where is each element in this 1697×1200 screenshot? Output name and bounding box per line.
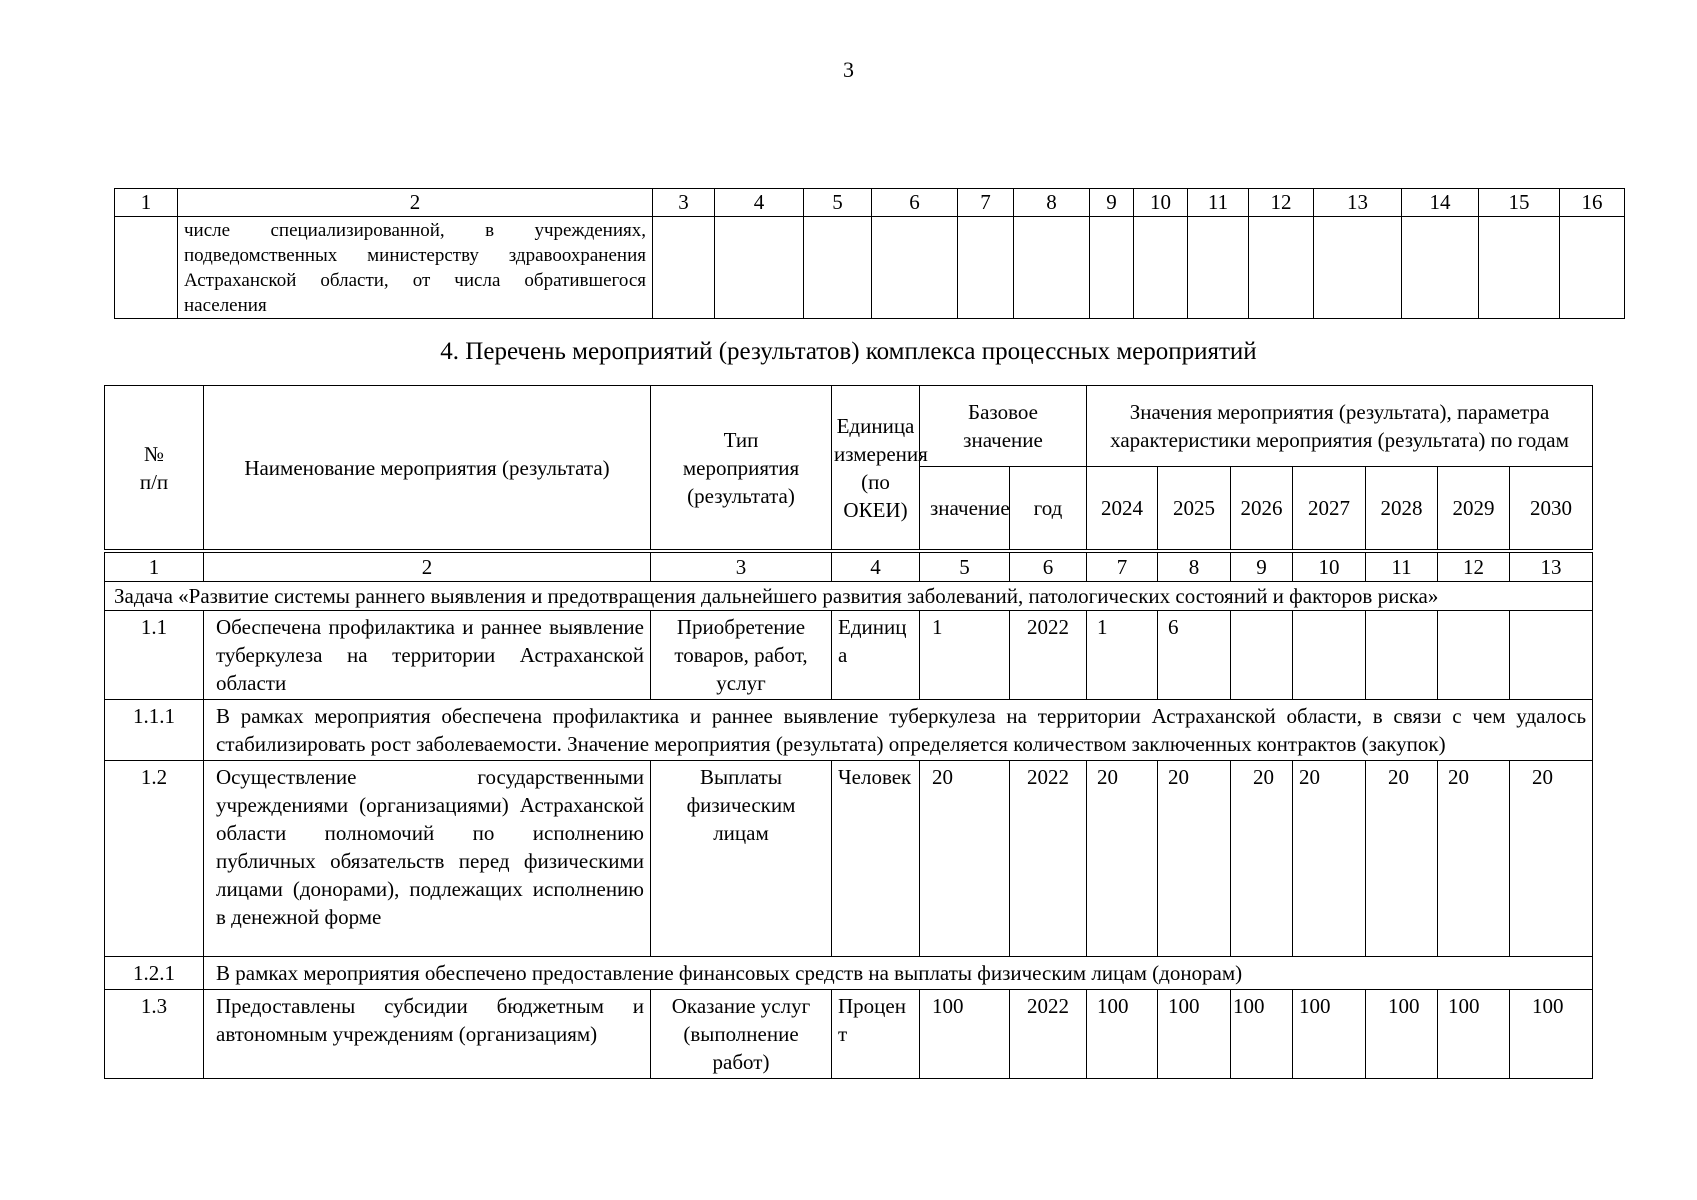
column-number: 3 bbox=[651, 551, 832, 582]
row-value bbox=[1366, 611, 1438, 700]
section-title: 4. Перечень мероприятий (результатов) комплекса процессных мероприятий bbox=[440, 338, 1257, 365]
empty-cell bbox=[1014, 217, 1090, 319]
row-value: 20 bbox=[1510, 761, 1593, 957]
row-value: 100 bbox=[1231, 990, 1293, 1079]
column-number: 13 bbox=[1510, 551, 1593, 582]
note-num: 1.1.1 bbox=[105, 700, 204, 761]
column-number: 8 bbox=[1158, 551, 1231, 582]
continuation-table bbox=[114, 188, 1625, 319]
column-number: 16 bbox=[1560, 189, 1625, 217]
row-value: 100 bbox=[1366, 990, 1438, 1079]
column-number: 11 bbox=[1188, 189, 1249, 217]
row-value: 20 bbox=[1438, 761, 1510, 957]
activities-table bbox=[104, 385, 1593, 1079]
row-base-value: 100 bbox=[920, 990, 1010, 1079]
row-value bbox=[1510, 611, 1593, 700]
row-type: Оказание услуг (выполнение работ) bbox=[651, 990, 832, 1079]
column-number: 8 bbox=[1014, 189, 1090, 217]
table-row bbox=[105, 761, 1593, 957]
row-name: Предоставлены субсидии бюджетным и автономным учреждениям (организациям) bbox=[204, 990, 651, 1079]
row-value: 100 bbox=[1293, 990, 1366, 1079]
row-num: 1.2 bbox=[105, 761, 204, 957]
empty-cell bbox=[1402, 217, 1479, 319]
row-value: 6 bbox=[1158, 611, 1231, 700]
column-number: 1 bbox=[105, 551, 204, 582]
column-number: 14 bbox=[1402, 189, 1479, 217]
header-base: Базовое значение bbox=[920, 386, 1087, 467]
note-num: 1.2.1 bbox=[105, 957, 204, 990]
row-num: 1.3 bbox=[105, 990, 204, 1079]
column-number: 7 bbox=[1087, 551, 1158, 582]
column-number: 6 bbox=[872, 189, 958, 217]
note-row bbox=[105, 700, 1593, 761]
empty-cell bbox=[653, 217, 715, 319]
table-row bbox=[105, 990, 1593, 1079]
column-number: 3 bbox=[653, 189, 715, 217]
column-number: 15 bbox=[1479, 189, 1560, 217]
note-text: В рамках мероприятия обеспечена профилактика и раннее выявление туберкулеза на территории Астраханской области, в связи с чем удалось стабилизировать рост заболеваемости. Значение мероприятия (результата) определяется количеством заключенных контрактов (закупок) bbox=[204, 700, 1593, 761]
row-type: Выплаты физическим лицам bbox=[651, 761, 832, 957]
row-value: 20 bbox=[1366, 761, 1438, 957]
column-number: 5 bbox=[920, 551, 1010, 582]
header-year: 2025 bbox=[1158, 467, 1231, 552]
header-year: 2026 bbox=[1231, 467, 1293, 552]
header-year: 2029 bbox=[1438, 467, 1510, 552]
column-number: 2 bbox=[178, 189, 653, 217]
task-row bbox=[105, 582, 1593, 611]
row-base-year: 2022 bbox=[1010, 761, 1087, 957]
empty-cell bbox=[715, 217, 804, 319]
column-number: 13 bbox=[1314, 189, 1402, 217]
row-value: 100 bbox=[1158, 990, 1231, 1079]
note-row bbox=[105, 957, 1593, 990]
row-base-value: 20 bbox=[920, 761, 1010, 957]
header-year: 2024 bbox=[1087, 467, 1158, 552]
column-number: 4 bbox=[715, 189, 804, 217]
row-base-year: 2022 bbox=[1010, 990, 1087, 1079]
row-value: 100 bbox=[1438, 990, 1510, 1079]
note-text: В рамках мероприятия обеспечено предоставление финансовых средств на выплаты физическим лицам (донорам) bbox=[204, 957, 1593, 990]
header-row bbox=[105, 386, 1593, 467]
page-number: 3 bbox=[843, 57, 854, 82]
task-text: Задача «Развитие системы раннего выявления и предотвращения дальнейшего развития заболеваний, патологических состояний и факторов риска» bbox=[105, 582, 1593, 611]
column-number: 11 bbox=[1366, 551, 1438, 582]
empty-cell bbox=[1314, 217, 1402, 319]
row-base-year: 2022 bbox=[1010, 611, 1087, 700]
column-number: 1 bbox=[115, 189, 178, 217]
empty-cell bbox=[872, 217, 958, 319]
empty-cell bbox=[958, 217, 1014, 319]
header-base-value: значение bbox=[920, 467, 1010, 552]
row-base-value: 1 bbox=[920, 611, 1010, 700]
row-type: Приобретение товаров, работ, услуг bbox=[651, 611, 832, 700]
empty-cell bbox=[1479, 217, 1560, 319]
column-number: 9 bbox=[1090, 189, 1134, 217]
header-type: Тип мероприятия (результата) bbox=[651, 386, 832, 552]
column-number-row bbox=[115, 189, 1625, 217]
row-value: 20 bbox=[1158, 761, 1231, 957]
row-value bbox=[1438, 611, 1510, 700]
header-num: № п/п bbox=[105, 386, 204, 552]
empty-cell bbox=[1090, 217, 1134, 319]
empty-cell bbox=[1249, 217, 1314, 319]
empty-cell bbox=[115, 217, 178, 319]
empty-cell bbox=[1134, 217, 1188, 319]
empty-cell bbox=[804, 217, 872, 319]
column-number: 7 bbox=[958, 189, 1014, 217]
column-number-row bbox=[105, 551, 1593, 582]
row-value: 20 bbox=[1231, 761, 1293, 957]
column-number: 6 bbox=[1010, 551, 1087, 582]
empty-cell bbox=[1560, 217, 1625, 319]
indicator-name-cell: числе специализированной, в учреждениях, подведомственных министерству здравоохранения Астраханской области, от числа обратившегося населения bbox=[178, 217, 653, 319]
header-year: 2028 bbox=[1366, 467, 1438, 552]
column-number: 5 bbox=[804, 189, 872, 217]
header-year: 2030 bbox=[1510, 467, 1593, 552]
row-name: Осуществление государственными учреждениями (организациями) Астраханской области полномочий по исполнению публичных обязательств перед физическими лицами (донорами), подлежащих исполнению в денежной форме bbox=[204, 761, 651, 957]
column-number: 10 bbox=[1293, 551, 1366, 582]
header-name: Наименование мероприятия (результата) bbox=[204, 386, 651, 552]
column-number: 12 bbox=[1249, 189, 1314, 217]
header-values: Значения мероприятия (результата), параметра характеристики мероприятия (результата) по годам bbox=[1087, 386, 1593, 467]
header-base-year: год bbox=[1010, 467, 1087, 552]
row-unit: Человек bbox=[832, 761, 920, 957]
row-name: Обеспечена профилактика и раннее выявление туберкулеза на территории Астраханской области bbox=[204, 611, 651, 700]
table-row bbox=[115, 217, 1625, 319]
column-number: 2 bbox=[204, 551, 651, 582]
row-value bbox=[1293, 611, 1366, 700]
row-value: 100 bbox=[1510, 990, 1593, 1079]
row-value: 20 bbox=[1087, 761, 1158, 957]
empty-cell bbox=[1188, 217, 1249, 319]
row-unit: Единица bbox=[832, 611, 920, 700]
table-row bbox=[105, 611, 1593, 700]
row-unit: Процент bbox=[832, 990, 920, 1079]
row-value: 100 bbox=[1087, 990, 1158, 1079]
row-value bbox=[1231, 611, 1293, 700]
column-number: 9 bbox=[1231, 551, 1293, 582]
row-num: 1.1 bbox=[105, 611, 204, 700]
column-number: 4 bbox=[832, 551, 920, 582]
row-value: 1 bbox=[1087, 611, 1158, 700]
header-year: 2027 bbox=[1293, 467, 1366, 552]
column-number: 10 bbox=[1134, 189, 1188, 217]
row-value: 20 bbox=[1293, 761, 1366, 957]
column-number: 12 bbox=[1438, 551, 1510, 582]
header-unit: Единица измерения (по ОКЕИ) bbox=[832, 386, 920, 552]
